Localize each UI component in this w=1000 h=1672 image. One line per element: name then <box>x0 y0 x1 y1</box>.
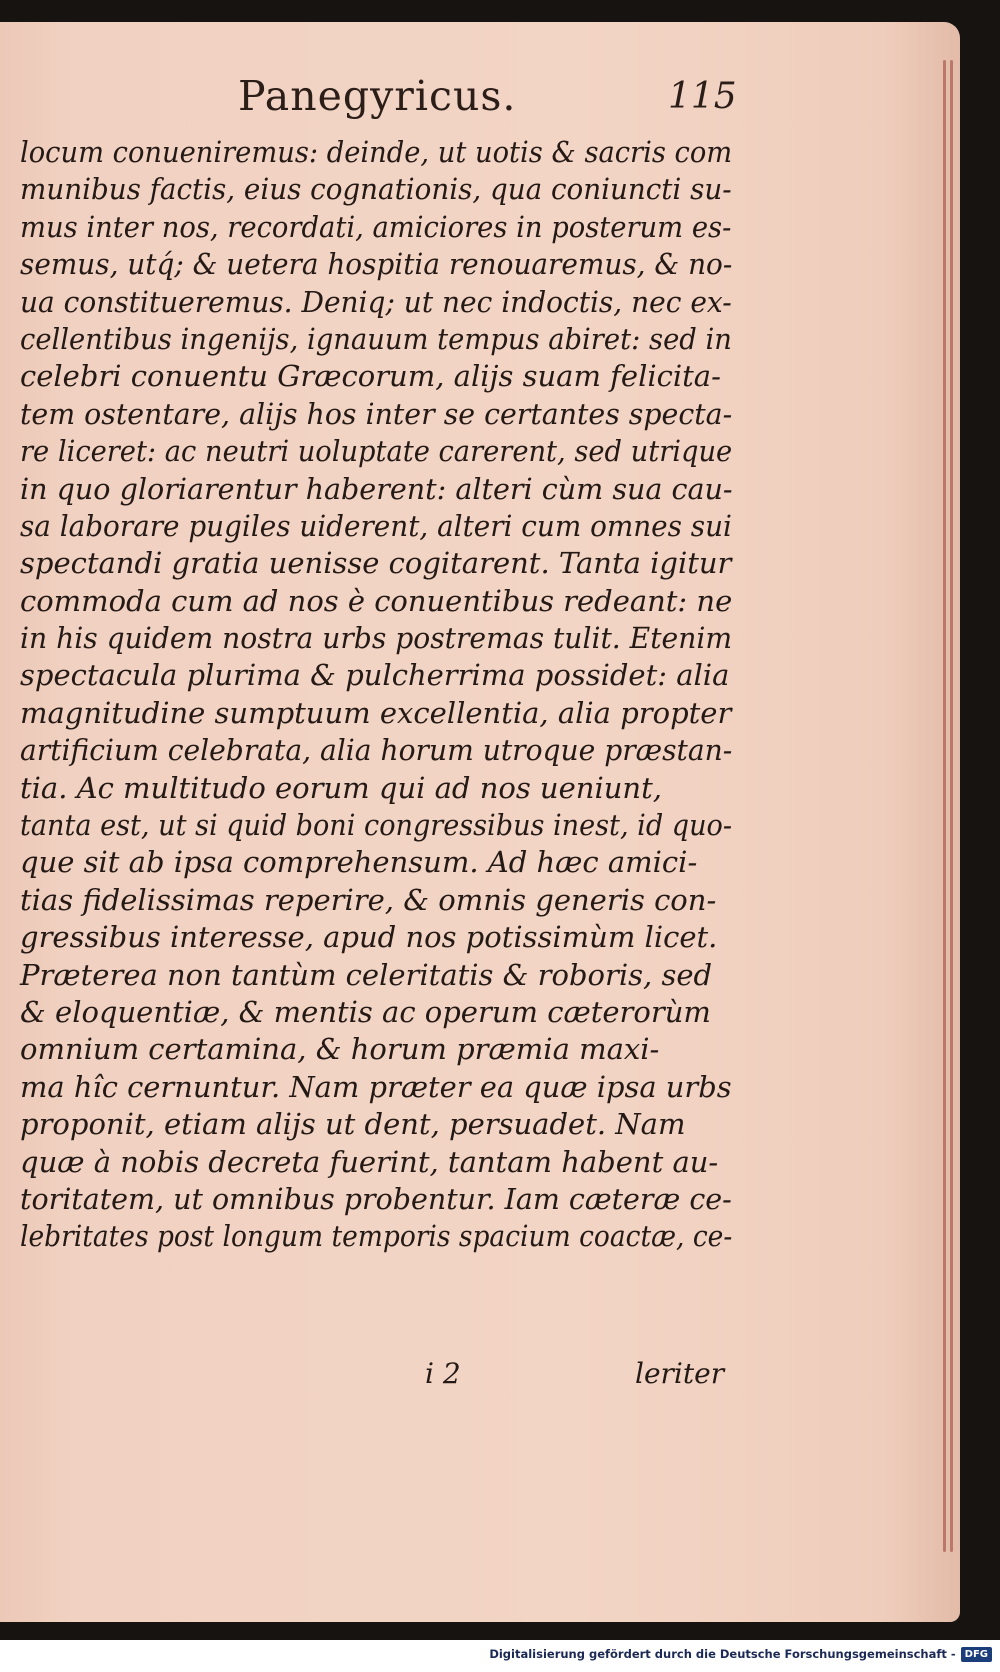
book-page <box>0 22 960 1622</box>
text-line: artificium celebrata, alia horum utroque præstan- <box>20 733 733 768</box>
page-footer-line <box>30 1357 730 1397</box>
text-line: munibus factis, eius cognationis, qua coniuncti su- <box>20 172 732 207</box>
text-line: re liceret: ac neutri uoluptate carerent, sed utrique <box>20 434 733 469</box>
running-head <box>0 72 960 132</box>
text-line: sa laborare pugiles uiderent, alteri cum omnes sui <box>20 508 732 543</box>
text-line: ua constitueremus. Deniq; ut nec indoctis, nec ex- <box>20 284 732 319</box>
text-line: omnium certamina, & horum præmia maxi- <box>20 1032 660 1067</box>
text-line: spectandi gratia uenisse cogitarent. Tanta igitur <box>20 546 732 581</box>
text-line: locum conueniremus: deinde, ut uotis & sacris com <box>20 135 733 169</box>
page-title: Panegyricus. <box>238 72 517 120</box>
text-line: in his quidem nostra urbs postremas tulit. Etenim <box>20 621 733 656</box>
digitization-credit <box>489 1644 992 1664</box>
text-line: proponit, etiam alijs ut dent, persuadet. Nam <box>20 1107 686 1142</box>
text-line: tias fidelissimas reperire, & omnis generis con- <box>20 882 717 917</box>
page-number: 115 <box>668 76 737 117</box>
text-line: que sit ab ipsa comprehensum. Ad hæc amici- <box>20 845 698 880</box>
text-line: gressibus interesse, apud nos potissimùm licet. <box>20 920 718 955</box>
text-line: magnitudine sumptuum excellentia, alia propter <box>20 695 732 730</box>
signature-mark: i 2 <box>425 1357 461 1390</box>
text-line: commoda cum ad nos è conuentibus redeant: ne <box>20 583 733 618</box>
text-line: celebri conuentu Græcorum, alijs suam felicita- <box>20 359 721 394</box>
dfg-logo-icon: DFG <box>961 1647 992 1662</box>
text-line: tia. Ac multitudo eorum qui ad nos ueniunt, <box>20 770 662 805</box>
page-edge <box>943 60 946 1552</box>
text-line: mus inter nos, recordati, amiciores in posterum es- <box>20 209 732 244</box>
catchword: leriter <box>635 1357 725 1390</box>
text-line: cellentibus ingenijs, ignauum tempus abiret: sed in <box>20 321 732 356</box>
text-line: in quo gloriarentur haberent: alteri cùm sua cau- <box>20 471 733 506</box>
text-line: semus, utq́; & uetera hospitia renouaremus, & no- <box>20 247 733 282</box>
body-text <box>20 134 732 1256</box>
text-line: Præterea non tantùm celeritatis & roboris, sed <box>20 957 713 992</box>
text-line: lebritates post longum temporis spacium coactæ, ce- <box>20 1219 733 1254</box>
text-line: quæ à nobis decreta fuerint, tantam habent au- <box>20 1144 719 1179</box>
page-edge <box>950 60 953 1552</box>
text-line: tem ostentare, alijs hos inter se certantes specta- <box>20 396 733 431</box>
text-line: & eloquentiæ, & mentis ac operum cæterorùm <box>20 994 711 1029</box>
text-line: tanta est, ut si quid boni congressibus inest, id quo- <box>20 808 733 843</box>
text-line: ma hîc cernuntur. Nam præter ea quæ ipsa urbs <box>20 1069 732 1104</box>
text-line: spectacula plurima & pulcherrima possidet: alia <box>20 658 730 693</box>
credit-text: Digitalisierung gefördert durch die Deutsche Forschungsgemeinschaft - <box>489 1647 956 1661</box>
text-line: toritatem, ut omnibus probentur. Iam cæteræ ce- <box>20 1181 732 1216</box>
